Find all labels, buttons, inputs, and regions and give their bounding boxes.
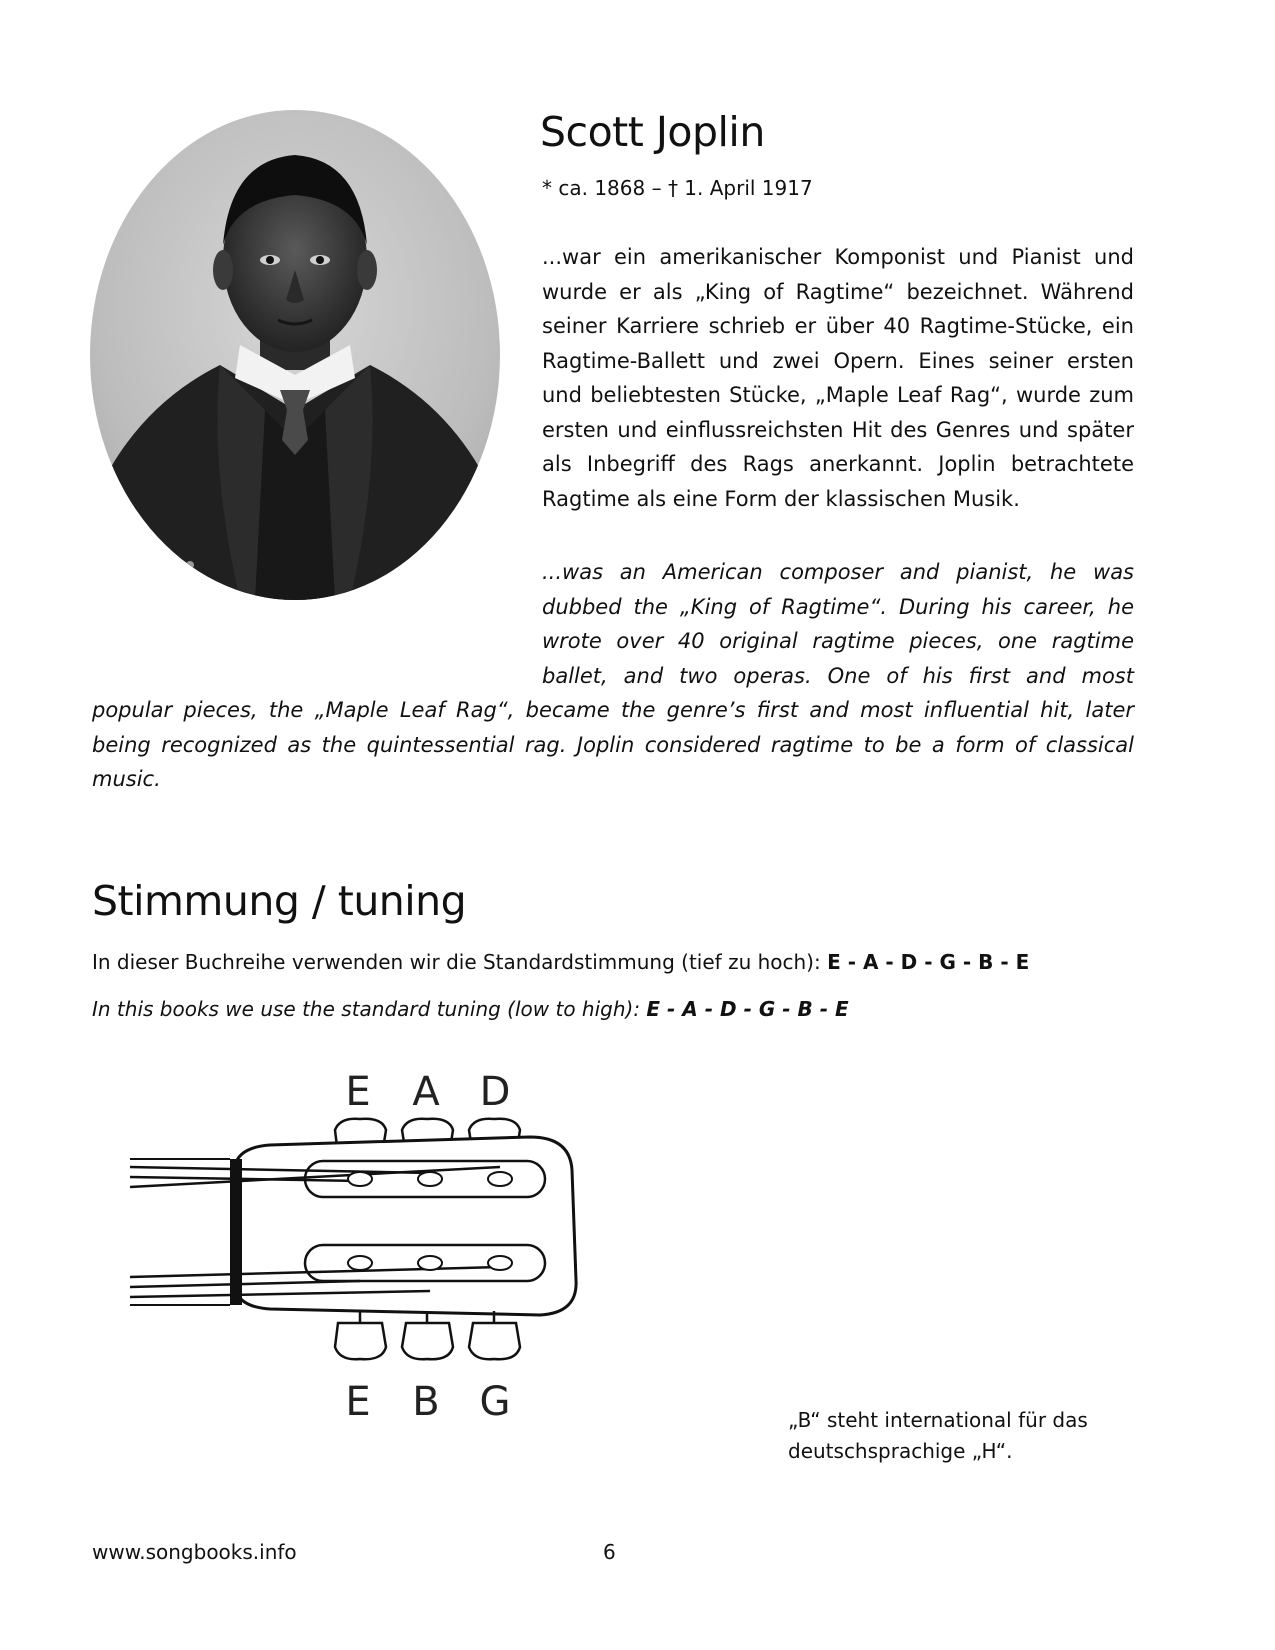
tuning-line-english-text: In this books we use the standard tuning (low to high): (92, 997, 647, 1021)
bottom-note-2: B (412, 1379, 440, 1425)
bio-text-english (92, 555, 1134, 791)
tuning-heading: Stimmung / tuning (92, 877, 467, 925)
note-b-explanation: „B“ steht international für das deutschsprachige „H“. (788, 1408, 1088, 1463)
footer-url: www.songbooks.info (92, 1540, 297, 1564)
portrait-wrap-spacer (92, 555, 542, 659)
tuning-line-german-text: In dieser Buchreihe verwenden wir die Standardstimmung (tief zu hoch): (92, 950, 828, 974)
bottom-note-1: E (345, 1379, 371, 1425)
bio-text-german: ...war ein amerikanischer Komponist und Pianist und wurde er als „King of Ragtime“ bezeichnet. Während seiner Karriere schrieb er über 40 Ragtime-Stücke, ein Ragtime-Ballett und zwei Opern. Eines seiner ersten und beliebtesten Stücke, „Maple Leaf Rag“, wurde zum ersten und einflussreichsten Hit des Genres und später als Inbegriff des Rags anerkannt. Joplin betrachtete Ragtime als eine Form der klassischen Musik. (542, 245, 1134, 511)
tuning-line-german (92, 950, 1029, 974)
tuning-line-english (92, 997, 849, 1021)
bottom-tuning-pegs (335, 1311, 520, 1359)
bio-name: Scott Joplin (540, 108, 765, 156)
tuning-strings-german: E - A - D - G - B - E (827, 950, 1030, 974)
bottom-note-3: G (479, 1379, 511, 1425)
top-note-1: E (345, 1069, 371, 1115)
tuning-strings-english: E - A - D - G - B - E (646, 997, 849, 1021)
top-note-3: D (479, 1069, 511, 1115)
top-note-2: A (412, 1069, 440, 1115)
portrait-image (90, 110, 500, 600)
guitar-headstock-diagram (130, 1055, 750, 1485)
bio-dates: * ca. 1868 – † 1. April 1917 (542, 176, 813, 200)
page-number: 6 (603, 1540, 616, 1564)
bio-text-english-content: ...was an American composer and pianist, he was dubbed the „King of Ragtime“. During his career, he wrote over 40 original ragtime pieces, one ragtime ballet, and two operas. One of his first and most popular pieces, the „Maple Leaf Rag“, became the genre’s first and most influential hit, later being recognized as the quintessential rag. Joplin considered ragtime to be a form of classical music. (92, 560, 1134, 791)
